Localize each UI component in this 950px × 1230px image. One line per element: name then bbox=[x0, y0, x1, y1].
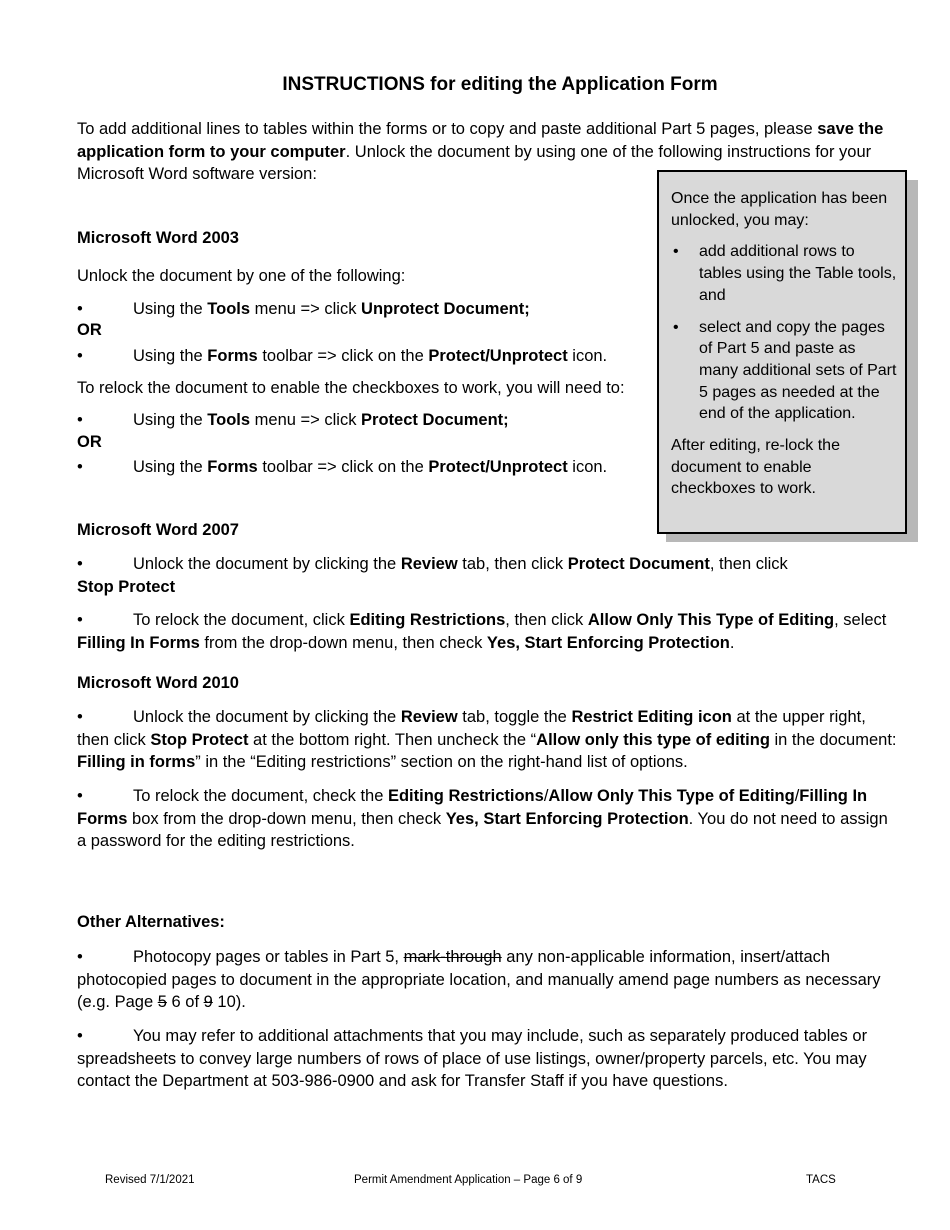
bullet-mark: • bbox=[77, 787, 83, 805]
page-title: INSTRUCTIONS for editing the Application Form bbox=[282, 74, 718, 95]
other-bullet-1: • Photocopy pages or tables in Part 5, mark-through any non-applicable information, insert/attach photocopied pages to document in the appropriate location, and manually amend page numbers as necessary (e.g. Page 5 6 of 9 10). bbox=[77, 948, 881, 1011]
footer-code: TACS bbox=[806, 1174, 836, 1186]
bullet-mark: • bbox=[77, 347, 83, 365]
word2007-heading: Microsoft Word 2007 bbox=[77, 521, 239, 539]
word2003-relock-bullet-2: • Using the Forms toolbar => click on the Protect/Unprotect icon. bbox=[77, 456, 607, 479]
bullet-mark: • bbox=[77, 411, 83, 429]
bullet-mark: • bbox=[77, 300, 83, 318]
word2003-relock-intro: To relock the document to enable the checkboxes to work, you will need to: bbox=[77, 379, 625, 397]
word2003-unlock-intro: Unlock the document by one of the following: bbox=[77, 267, 406, 285]
bullet-mark: • bbox=[77, 555, 83, 573]
word2003-heading: Microsoft Word 2003 bbox=[77, 229, 239, 247]
sidebox-content bbox=[671, 188, 897, 500]
bullet-mark: • bbox=[77, 458, 83, 476]
word2010-bullet-1: • Unlock the document by clicking the Review tab, toggle the Restrict Editing icon at the upper right, then click Stop Protect at the bottom right. Then uncheck the “Allow only this type of editing in the document: Filling in forms” in the “Editing restrictions” section on the right-hand list of options. bbox=[77, 708, 897, 771]
sidebox-intro: Once the application has been unlocked, you may: bbox=[671, 190, 888, 229]
bullet-mark: • bbox=[673, 318, 679, 336]
list-item: • add additional rows to tables using the Table tools, and bbox=[673, 243, 897, 304]
word2007-bullet-1: • Unlock the document by clicking the Review tab, then click Protect Document, then click Stop Protect bbox=[77, 555, 788, 596]
bullet-mark: • bbox=[77, 708, 83, 726]
bullet-mark: • bbox=[77, 611, 83, 629]
or-label: OR bbox=[77, 433, 102, 451]
footer-revised: Revised 7/1/2021 bbox=[105, 1174, 195, 1186]
other-bullet-2: • You may refer to additional attachments that you may include, such as separately produced tables or spreadsheets to convey large numbers of rows of place of use listings, owner/property parcels, etc. You may contact the Department at 503-986-0900 and ask for Transfer Staff if you have questions. bbox=[77, 1027, 868, 1090]
footer-page-number: Permit Amendment Application – Page 6 of 9 bbox=[354, 1174, 583, 1186]
word2003-unlock-bullet-1: • Using the Tools menu => click Unprotect Document; bbox=[77, 298, 530, 321]
bullet-mark: • bbox=[77, 1027, 83, 1045]
sidebox bbox=[657, 170, 907, 534]
sidebox-outro: After editing, re-lock the document to enable checkboxes to work. bbox=[671, 437, 840, 498]
intro-paragraph: To add additional lines to tables within the forms or to copy and paste additional Part 5 pages, please save the application form to your computer. Unlock the document by using one of the following instructions for your Microsoft Word software version: bbox=[77, 120, 884, 183]
bullet-mark: • bbox=[673, 243, 679, 261]
bullet-mark: • bbox=[77, 948, 83, 966]
or-label: OR bbox=[77, 321, 102, 339]
list-item: • select and copy the pages of Part 5 and paste as many additional sets of Part 5 pages as needed at the end of the application. bbox=[673, 318, 897, 423]
other-heading: Other Alternatives: bbox=[77, 913, 225, 931]
sidebox-list bbox=[671, 241, 897, 425]
word2003-relock-bullet-1: • Using the Tools menu => click Protect Document; bbox=[77, 409, 509, 432]
word2007-bullet-2: • To relock the document, click Editing Restrictions, then click Allow Only This Type of Editing, select Filling In Forms from the drop-down menu, then check Yes, Start Enforcing Protection. bbox=[77, 611, 887, 652]
word2003-unlock-bullet-2: • Using the Forms toolbar => click on the Protect/Unprotect icon. bbox=[77, 345, 607, 368]
word2010-bullet-2: • To relock the document, check the Editing Restrictions/Allow Only This Type of Editing/Filling In Forms box from the drop-down menu, then check Yes, Start Enforcing Protection. You do not need to assign a password for the editing restrictions. bbox=[77, 787, 888, 850]
word2010-heading: Microsoft Word 2010 bbox=[77, 674, 239, 692]
